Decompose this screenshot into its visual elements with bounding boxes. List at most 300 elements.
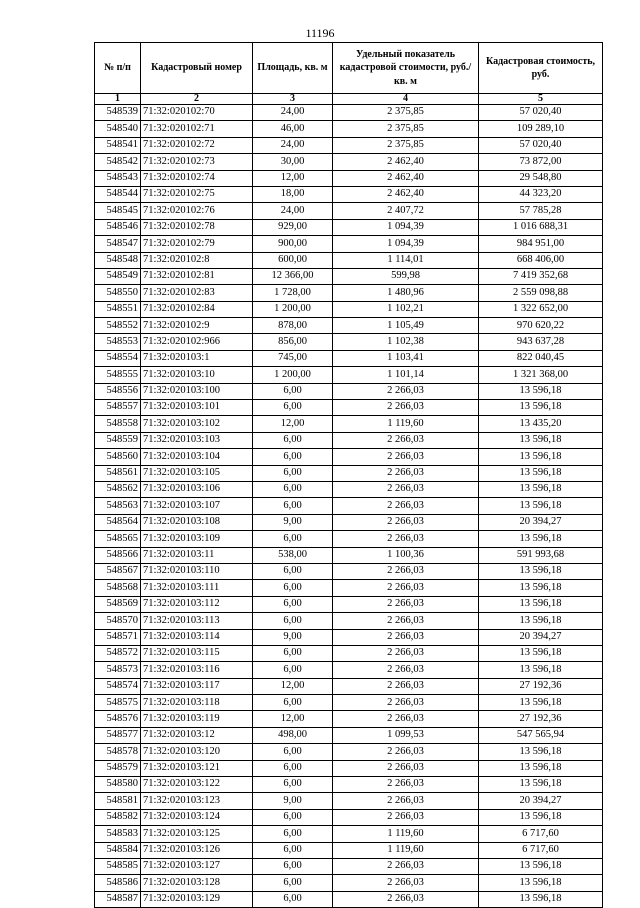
specific-value-cell: 2 266,03 [333, 563, 479, 579]
table-row [95, 318, 603, 334]
row-number-cell: 548568 [95, 580, 141, 596]
row-number-cell: 548562 [95, 481, 141, 497]
cadastral-value-cell: 943 637,28 [479, 334, 603, 350]
table-row [95, 514, 603, 530]
area-cell: 878,00 [253, 318, 333, 334]
cadastral-number-cell: 71:32:020102:76 [141, 203, 253, 219]
row-number-cell: 548565 [95, 531, 141, 547]
cadastral-value-cell: 13 596,18 [479, 498, 603, 514]
cadastral-number-cell: 71:32:020103:115 [141, 645, 253, 661]
specific-value-cell: 2 266,03 [333, 531, 479, 547]
specific-value-cell: 2 375,85 [333, 121, 479, 137]
cadastral-number-cell: 71:32:020103:109 [141, 531, 253, 547]
cadastral-number-cell: 71:32:020103:113 [141, 613, 253, 629]
area-cell: 745,00 [253, 350, 333, 366]
table-row [95, 383, 603, 399]
header-row [95, 43, 603, 94]
table-row [95, 695, 603, 711]
row-number-cell: 548569 [95, 596, 141, 612]
cadastral-value-cell: 57 020,40 [479, 137, 603, 153]
page-number: 11196 [305, 26, 335, 40]
cadastral-number-cell: 71:32:020102:72 [141, 137, 253, 153]
row-number-cell: 548572 [95, 645, 141, 661]
row-number-cell: 548571 [95, 629, 141, 645]
row-number-cell: 548558 [95, 416, 141, 432]
table-row [95, 449, 603, 465]
area-cell: 6,00 [253, 695, 333, 711]
specific-value-cell: 2 266,03 [333, 858, 479, 874]
cadastral-number-cell: 71:32:020102:70 [141, 105, 253, 121]
area-cell: 856,00 [253, 334, 333, 350]
area-cell: 6,00 [253, 596, 333, 612]
cadastral-number-cell: 71:32:020103:102 [141, 416, 253, 432]
cadastral-number-cell: 71:32:020103:108 [141, 514, 253, 530]
cadastral-number-cell: 71:32:020103:128 [141, 875, 253, 891]
cadastral-value-cell: 2 559 098,88 [479, 285, 603, 301]
cadastral-value-cell: 20 394,27 [479, 629, 603, 645]
area-cell: 6,00 [253, 613, 333, 629]
specific-value-cell: 2 266,03 [333, 711, 479, 727]
specific-value-cell: 2 266,03 [333, 400, 479, 416]
area-cell: 6,00 [253, 531, 333, 547]
cadastral-number-cell: 71:32:020103:11 [141, 547, 253, 563]
cadastral-number-cell: 71:32:020103:118 [141, 695, 253, 711]
specific-value-cell: 1 100,36 [333, 547, 479, 563]
table-row [95, 301, 603, 317]
area-cell: 1 200,00 [253, 301, 333, 317]
cadastral-value-cell: 27 192,36 [479, 711, 603, 727]
cadastral-value-cell: 13 596,18 [479, 432, 603, 448]
specific-value-cell: 1 102,38 [333, 334, 479, 350]
cadastral-number-cell: 71:32:020103:10 [141, 367, 253, 383]
row-number-cell: 548559 [95, 432, 141, 448]
area-cell: 6,00 [253, 449, 333, 465]
specific-value-cell: 2 375,85 [333, 105, 479, 121]
area-cell: 46,00 [253, 121, 333, 137]
area-cell: 9,00 [253, 514, 333, 530]
area-cell: 6,00 [253, 498, 333, 514]
cadastral-value-cell: 13 596,18 [479, 449, 603, 465]
area-cell: 12,00 [253, 170, 333, 186]
area-cell: 24,00 [253, 137, 333, 153]
area-cell: 12,00 [253, 416, 333, 432]
area-cell: 6,00 [253, 481, 333, 497]
cadastral-value-cell: 591 993,68 [479, 547, 603, 563]
area-cell: 538,00 [253, 547, 333, 563]
specific-value-cell: 2 266,03 [333, 645, 479, 661]
cadastral-value-cell: 6 717,60 [479, 826, 603, 842]
table-row [95, 219, 603, 235]
table-row [95, 711, 603, 727]
table-row [95, 760, 603, 776]
area-cell: 6,00 [253, 580, 333, 596]
specific-value-cell: 2 462,40 [333, 170, 479, 186]
cadastral-number-cell: 71:32:020103:103 [141, 432, 253, 448]
row-number-cell: 548574 [95, 678, 141, 694]
area-cell: 900,00 [253, 236, 333, 252]
table-row [95, 613, 603, 629]
area-cell: 24,00 [253, 203, 333, 219]
cadastral-value-table [94, 42, 603, 908]
cadastral-value-cell: 668 406,00 [479, 252, 603, 268]
cadastral-number-cell: 71:32:020102:9 [141, 318, 253, 334]
specific-value-cell: 1 119,60 [333, 842, 479, 858]
cadastral-number-cell: 71:32:020103:106 [141, 481, 253, 497]
cadastral-value-cell: 13 596,18 [479, 400, 603, 416]
specific-value-cell: 2 266,03 [333, 662, 479, 678]
cadastral-number-cell: 71:32:020103:125 [141, 826, 253, 842]
row-number-cell: 548545 [95, 203, 141, 219]
cadastral-value-cell: 13 596,18 [479, 695, 603, 711]
table-row [95, 416, 603, 432]
cadastral-number-cell: 71:32:020103:12 [141, 727, 253, 743]
row-number-cell: 548540 [95, 121, 141, 137]
cadastral-value-cell: 970 620,22 [479, 318, 603, 334]
area-cell: 929,00 [253, 219, 333, 235]
cadastral-number-cell: 71:32:020103:122 [141, 777, 253, 793]
row-number-cell: 548577 [95, 727, 141, 743]
cadastral-number-cell: 71:32:020102:74 [141, 170, 253, 186]
table-row [95, 334, 603, 350]
area-cell: 9,00 [253, 793, 333, 809]
specific-value-cell: 2 266,03 [333, 613, 479, 629]
table-row [95, 727, 603, 743]
cadastral-value-cell: 20 394,27 [479, 793, 603, 809]
header-cadastral-value: Кадастровая стоимость, руб. [479, 43, 603, 94]
row-number-cell: 548555 [95, 367, 141, 383]
cadastral-number-cell: 71:32:020103:123 [141, 793, 253, 809]
cadastral-value-cell: 44 323,20 [479, 186, 603, 202]
cadastral-number-cell: 71:32:020103:110 [141, 563, 253, 579]
table-row [95, 580, 603, 596]
cadastral-number-cell: 71:32:020103:116 [141, 662, 253, 678]
area-cell: 6,00 [253, 826, 333, 842]
table-row [95, 465, 603, 481]
row-number-cell: 548579 [95, 760, 141, 776]
cadastral-value-cell: 13 596,18 [479, 858, 603, 874]
cadastral-number-cell: 71:32:020103:112 [141, 596, 253, 612]
specific-value-cell: 1 103,41 [333, 350, 479, 366]
specific-value-cell: 2 266,03 [333, 596, 479, 612]
header-cadastral-number: Кадастровый номер [141, 43, 253, 94]
cadastral-value-cell: 13 596,18 [479, 645, 603, 661]
area-cell: 12 366,00 [253, 268, 333, 284]
cadastral-value-cell: 1 016 688,31 [479, 219, 603, 235]
column-number: 3 [253, 94, 333, 105]
row-number-cell: 548587 [95, 891, 141, 907]
row-number-cell: 548541 [95, 137, 141, 153]
table-row [95, 744, 603, 760]
area-cell: 1 728,00 [253, 285, 333, 301]
cadastral-value-cell: 13 596,18 [479, 596, 603, 612]
area-cell: 6,00 [253, 400, 333, 416]
table-row [95, 121, 603, 137]
specific-value-cell: 1 105,49 [333, 318, 479, 334]
cadastral-number-cell: 71:32:020103:119 [141, 711, 253, 727]
area-cell: 6,00 [253, 858, 333, 874]
row-number-cell: 548582 [95, 809, 141, 825]
cadastral-number-cell: 71:32:020103:124 [141, 809, 253, 825]
row-number-cell: 548585 [95, 858, 141, 874]
cadastral-value-cell: 13 435,20 [479, 416, 603, 432]
cadastral-value-cell: 13 596,18 [479, 383, 603, 399]
cadastral-value-cell: 109 289,10 [479, 121, 603, 137]
row-number-cell: 548554 [95, 350, 141, 366]
specific-value-cell: 2 266,03 [333, 744, 479, 760]
area-cell: 30,00 [253, 154, 333, 170]
specific-value-cell: 2 266,03 [333, 481, 479, 497]
cadastral-value-cell: 13 596,18 [479, 563, 603, 579]
cadastral-value-cell: 13 596,18 [479, 531, 603, 547]
cadastral-number-cell: 71:32:020103:1 [141, 350, 253, 366]
area-cell: 6,00 [253, 875, 333, 891]
table-row [95, 137, 603, 153]
cadastral-number-cell: 71:32:020103:121 [141, 760, 253, 776]
cadastral-value-cell: 20 394,27 [479, 514, 603, 530]
specific-value-cell: 2 266,03 [333, 449, 479, 465]
cadastral-number-cell: 71:32:020102:78 [141, 219, 253, 235]
specific-value-cell: 2 266,03 [333, 875, 479, 891]
table-body [95, 105, 603, 908]
row-number-cell: 548553 [95, 334, 141, 350]
cadastral-value-cell: 13 596,18 [479, 777, 603, 793]
table-row [95, 268, 603, 284]
row-number-cell: 548543 [95, 170, 141, 186]
cadastral-number-cell: 71:32:020103:104 [141, 449, 253, 465]
specific-value-cell: 1 119,60 [333, 416, 479, 432]
cadastral-value-cell: 984 951,00 [479, 236, 603, 252]
specific-value-cell: 2 266,03 [333, 514, 479, 530]
row-number-cell: 548583 [95, 826, 141, 842]
specific-value-cell: 1 101,14 [333, 367, 479, 383]
header-row-number: № п/п [95, 43, 141, 94]
table-row [95, 826, 603, 842]
area-cell: 6,00 [253, 645, 333, 661]
cadastral-value-cell: 57 020,40 [479, 105, 603, 121]
area-cell: 600,00 [253, 252, 333, 268]
cadastral-number-cell: 71:32:020102:75 [141, 186, 253, 202]
column-number: 2 [141, 94, 253, 105]
cadastral-value-cell: 13 596,18 [479, 891, 603, 907]
specific-value-cell: 1 114,01 [333, 252, 479, 268]
specific-value-cell: 2 266,03 [333, 580, 479, 596]
column-number-row [95, 94, 603, 105]
table-row [95, 432, 603, 448]
table-row [95, 858, 603, 874]
area-cell: 6,00 [253, 760, 333, 776]
row-number-cell: 548581 [95, 793, 141, 809]
area-cell: 6,00 [253, 809, 333, 825]
area-cell: 9,00 [253, 629, 333, 645]
table-row [95, 186, 603, 202]
specific-value-cell: 2 266,03 [333, 793, 479, 809]
table-row [95, 105, 603, 121]
header-area: Площадь, кв. м [253, 43, 333, 94]
row-number-cell: 548584 [95, 842, 141, 858]
row-number-cell: 548550 [95, 285, 141, 301]
row-number-cell: 548566 [95, 547, 141, 563]
specific-value-cell: 1 099,53 [333, 727, 479, 743]
specific-value-cell: 2 266,03 [333, 891, 479, 907]
row-number-cell: 548552 [95, 318, 141, 334]
cadastral-value-cell: 29 548,80 [479, 170, 603, 186]
cadastral-number-cell: 71:32:020103:117 [141, 678, 253, 694]
row-number-cell: 548563 [95, 498, 141, 514]
table-row [95, 678, 603, 694]
table-row [95, 481, 603, 497]
row-number-cell: 548548 [95, 252, 141, 268]
row-number-cell: 548551 [95, 301, 141, 317]
row-number-cell: 548546 [95, 219, 141, 235]
table-row [95, 531, 603, 547]
area-cell: 498,00 [253, 727, 333, 743]
cadastral-value-cell: 57 785,28 [479, 203, 603, 219]
row-number-cell: 548539 [95, 105, 141, 121]
area-cell: 6,00 [253, 891, 333, 907]
cadastral-number-cell: 71:32:020103:129 [141, 891, 253, 907]
area-cell: 6,00 [253, 842, 333, 858]
table-row [95, 793, 603, 809]
column-number: 5 [479, 94, 603, 105]
specific-value-cell: 2 266,03 [333, 432, 479, 448]
area-cell: 1 200,00 [253, 367, 333, 383]
table-row [95, 350, 603, 366]
row-number-cell: 548575 [95, 695, 141, 711]
row-number-cell: 548570 [95, 613, 141, 629]
cadastral-value-cell: 13 596,18 [479, 760, 603, 776]
cadastral-number-cell: 71:32:020102:79 [141, 236, 253, 252]
specific-value-cell: 1 094,39 [333, 219, 479, 235]
table-row [95, 498, 603, 514]
table-row [95, 367, 603, 383]
row-number-cell: 548544 [95, 186, 141, 202]
area-cell: 6,00 [253, 432, 333, 448]
row-number-cell: 548556 [95, 383, 141, 399]
cadastral-value-cell: 13 596,18 [479, 662, 603, 678]
table-row [95, 891, 603, 907]
cadastral-number-cell: 71:32:020103:107 [141, 498, 253, 514]
row-number-cell: 548580 [95, 777, 141, 793]
table-row [95, 547, 603, 563]
cadastral-number-cell: 71:32:020103:111 [141, 580, 253, 596]
specific-value-cell: 2 266,03 [333, 678, 479, 694]
cadastral-value-cell: 822 040,45 [479, 350, 603, 366]
area-cell: 6,00 [253, 777, 333, 793]
cadastral-value-cell: 547 565,94 [479, 727, 603, 743]
cadastral-number-cell: 71:32:020102:73 [141, 154, 253, 170]
cadastral-number-cell: 71:32:020103:100 [141, 383, 253, 399]
row-number-cell: 548561 [95, 465, 141, 481]
row-number-cell: 548547 [95, 236, 141, 252]
cadastral-value-cell: 13 596,18 [479, 744, 603, 760]
area-cell: 6,00 [253, 662, 333, 678]
row-number-cell: 548567 [95, 563, 141, 579]
row-number-cell: 548586 [95, 875, 141, 891]
table-row [95, 809, 603, 825]
table-row [95, 842, 603, 858]
cadastral-number-cell: 71:32:020103:127 [141, 858, 253, 874]
row-number-cell: 548578 [95, 744, 141, 760]
cadastral-number-cell: 71:32:020103:126 [141, 842, 253, 858]
specific-value-cell: 2 266,03 [333, 695, 479, 711]
row-number-cell: 548549 [95, 268, 141, 284]
area-cell: 18,00 [253, 186, 333, 202]
table-row [95, 170, 603, 186]
row-number-cell: 548557 [95, 400, 141, 416]
specific-value-cell: 2 266,03 [333, 498, 479, 514]
specific-value-cell: 599,98 [333, 268, 479, 284]
table-row [95, 203, 603, 219]
specific-value-cell: 1 480,96 [333, 285, 479, 301]
area-cell: 12,00 [253, 678, 333, 694]
specific-value-cell: 1 102,21 [333, 301, 479, 317]
cadastral-number-cell: 71:32:020103:101 [141, 400, 253, 416]
specific-value-cell: 2 266,03 [333, 383, 479, 399]
cadastral-value-cell: 13 596,18 [479, 465, 603, 481]
cadastral-number-cell: 71:32:020102:71 [141, 121, 253, 137]
specific-value-cell: 2 266,03 [333, 465, 479, 481]
cadastral-value-cell: 1 321 368,00 [479, 367, 603, 383]
cadastral-value-cell: 13 596,18 [479, 809, 603, 825]
table-row [95, 252, 603, 268]
area-cell: 12,00 [253, 711, 333, 727]
specific-value-cell: 2 266,03 [333, 629, 479, 645]
area-cell: 6,00 [253, 465, 333, 481]
cadastral-value-cell: 7 419 352,68 [479, 268, 603, 284]
specific-value-cell: 2 462,40 [333, 186, 479, 202]
table-row [95, 236, 603, 252]
row-number-cell: 548576 [95, 711, 141, 727]
cadastral-value-cell: 13 596,18 [479, 875, 603, 891]
row-number-cell: 548560 [95, 449, 141, 465]
area-cell: 6,00 [253, 744, 333, 760]
specific-value-cell: 2 462,40 [333, 154, 479, 170]
table-row [95, 777, 603, 793]
row-number-cell: 548564 [95, 514, 141, 530]
area-cell: 6,00 [253, 383, 333, 399]
cadastral-value-cell: 1 322 652,00 [479, 301, 603, 317]
table-row [95, 645, 603, 661]
cadastral-number-cell: 71:32:020102:8 [141, 252, 253, 268]
cadastral-number-cell: 71:32:020102:81 [141, 268, 253, 284]
table-row [95, 629, 603, 645]
table-row [95, 563, 603, 579]
cadastral-value-cell: 6 717,60 [479, 842, 603, 858]
cadastral-number-cell: 71:32:020102:84 [141, 301, 253, 317]
cadastral-value-cell: 27 192,36 [479, 678, 603, 694]
row-number-cell: 548573 [95, 662, 141, 678]
specific-value-cell: 2 375,85 [333, 137, 479, 153]
table-row [95, 285, 603, 301]
row-number-cell: 548542 [95, 154, 141, 170]
cadastral-number-cell: 71:32:020103:114 [141, 629, 253, 645]
cadastral-number-cell: 71:32:020103:105 [141, 465, 253, 481]
table-row [95, 662, 603, 678]
specific-value-cell: 1 119,60 [333, 826, 479, 842]
area-cell: 24,00 [253, 105, 333, 121]
cadastral-number-cell: 71:32:020102:966 [141, 334, 253, 350]
cadastral-value-cell: 13 596,18 [479, 613, 603, 629]
specific-value-cell: 2 266,03 [333, 809, 479, 825]
area-cell: 6,00 [253, 563, 333, 579]
specific-value-cell: 1 094,39 [333, 236, 479, 252]
specific-value-cell: 2 266,03 [333, 777, 479, 793]
specific-value-cell: 2 407,72 [333, 203, 479, 219]
cadastral-number-cell: 71:32:020103:120 [141, 744, 253, 760]
cadastral-value-cell: 73 872,00 [479, 154, 603, 170]
specific-value-cell: 2 266,03 [333, 760, 479, 776]
table-row [95, 596, 603, 612]
